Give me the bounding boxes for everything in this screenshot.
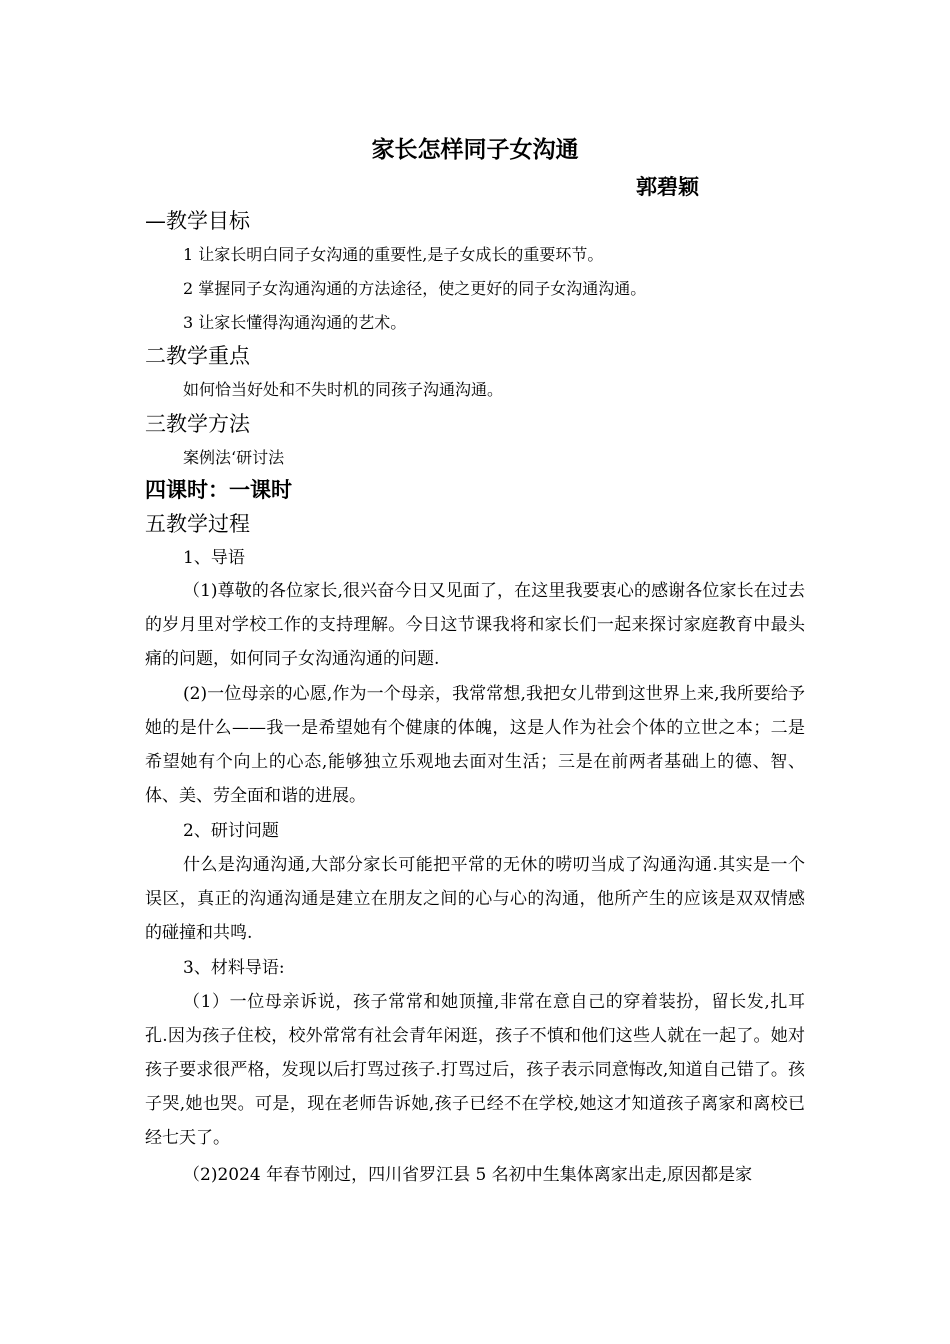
discuss-label: 2、研讨问题	[183, 821, 279, 841]
section-heading-process: 五教学过程	[145, 512, 250, 536]
material-paragraph-2: （2)2024 年春节刚过，四川省罗江县 5 名初中生集体离家出走,原因都是家	[183, 1165, 753, 1185]
author-name: 郭碧颖	[636, 175, 699, 199]
section-heading-focus: 二教学重点	[145, 344, 250, 368]
goal-item-2: 2 掌握同子女沟通沟通的方法途径，使之更好的同子女沟通沟通。	[183, 279, 647, 298]
section-heading-method: 三教学方法	[145, 412, 250, 436]
section-heading-hours: 四课时：一课时	[145, 478, 292, 502]
method-text: 案例法‘研讨法	[183, 448, 285, 467]
document-title: 家长怎样同子女沟通	[371, 137, 579, 163]
material-paragraph-1: （1）一位母亲诉说，孩子常常和她顶撞,非常在意自己的穿着装扮，留长发,扎耳孔.因为孩子住校，校外常常有社会青年闲逛，孩子不慎和他们这些人就在一起了。她对孩子要求很严格，发现以后打骂过孩子.打骂过后，孩子表示同意悔改,知道自己错了。孩子哭,她也哭。可是，现在老师告诉她,孩子已经不在学校,她这才知道孩子离家和离校已经七天了。	[145, 992, 805, 1148]
focus-text: 如何恰当好处和不失时机的同孩子沟通沟通。	[183, 380, 504, 399]
section-heading-goals: —教学目标	[145, 209, 250, 233]
discuss-paragraph: 什么是沟通沟通,大部分家长可能把平常的无休的唠叨当成了沟通沟通.其实是一个误区，真正的沟通沟通是建立在朋友之间的心与心的沟通，他所产生的应该是双双情感的碰撞和共鸣.	[145, 855, 805, 943]
goal-item-1: 1 让家长明白同子女沟通的重要性,是子女成长的重要环节。	[183, 245, 604, 264]
intro-paragraph-1: （1)尊敬的各位家长,很兴奋今日又见面了，在这里我要衷心的感谢各位家长在过去的岁月里对学校工作的支持理解。今日这节课我将和家长们一起来探讨家庭教育中最头痛的问题，如何同子女沟通沟通的问题.	[145, 581, 805, 669]
goal-item-3: 3 让家长懂得沟通沟通的艺术。	[183, 313, 407, 332]
material-label: 3、材料导语:	[183, 958, 285, 978]
intro-paragraph-2: (2)一位母亲的心愿,作为一个母亲，我常常想,我把女儿带到这世界上来,我所要给予她的是什么——我一是希望她有个健康的体魄，这是人作为社会个体的立世之本；二是希望她有个向上的心态,能够独立乐观地去面对生活；三是在前两者基础上的德、智、体、美、劳全面和谐的进展。	[145, 684, 805, 806]
intro-label: 1、导语	[183, 548, 245, 568]
